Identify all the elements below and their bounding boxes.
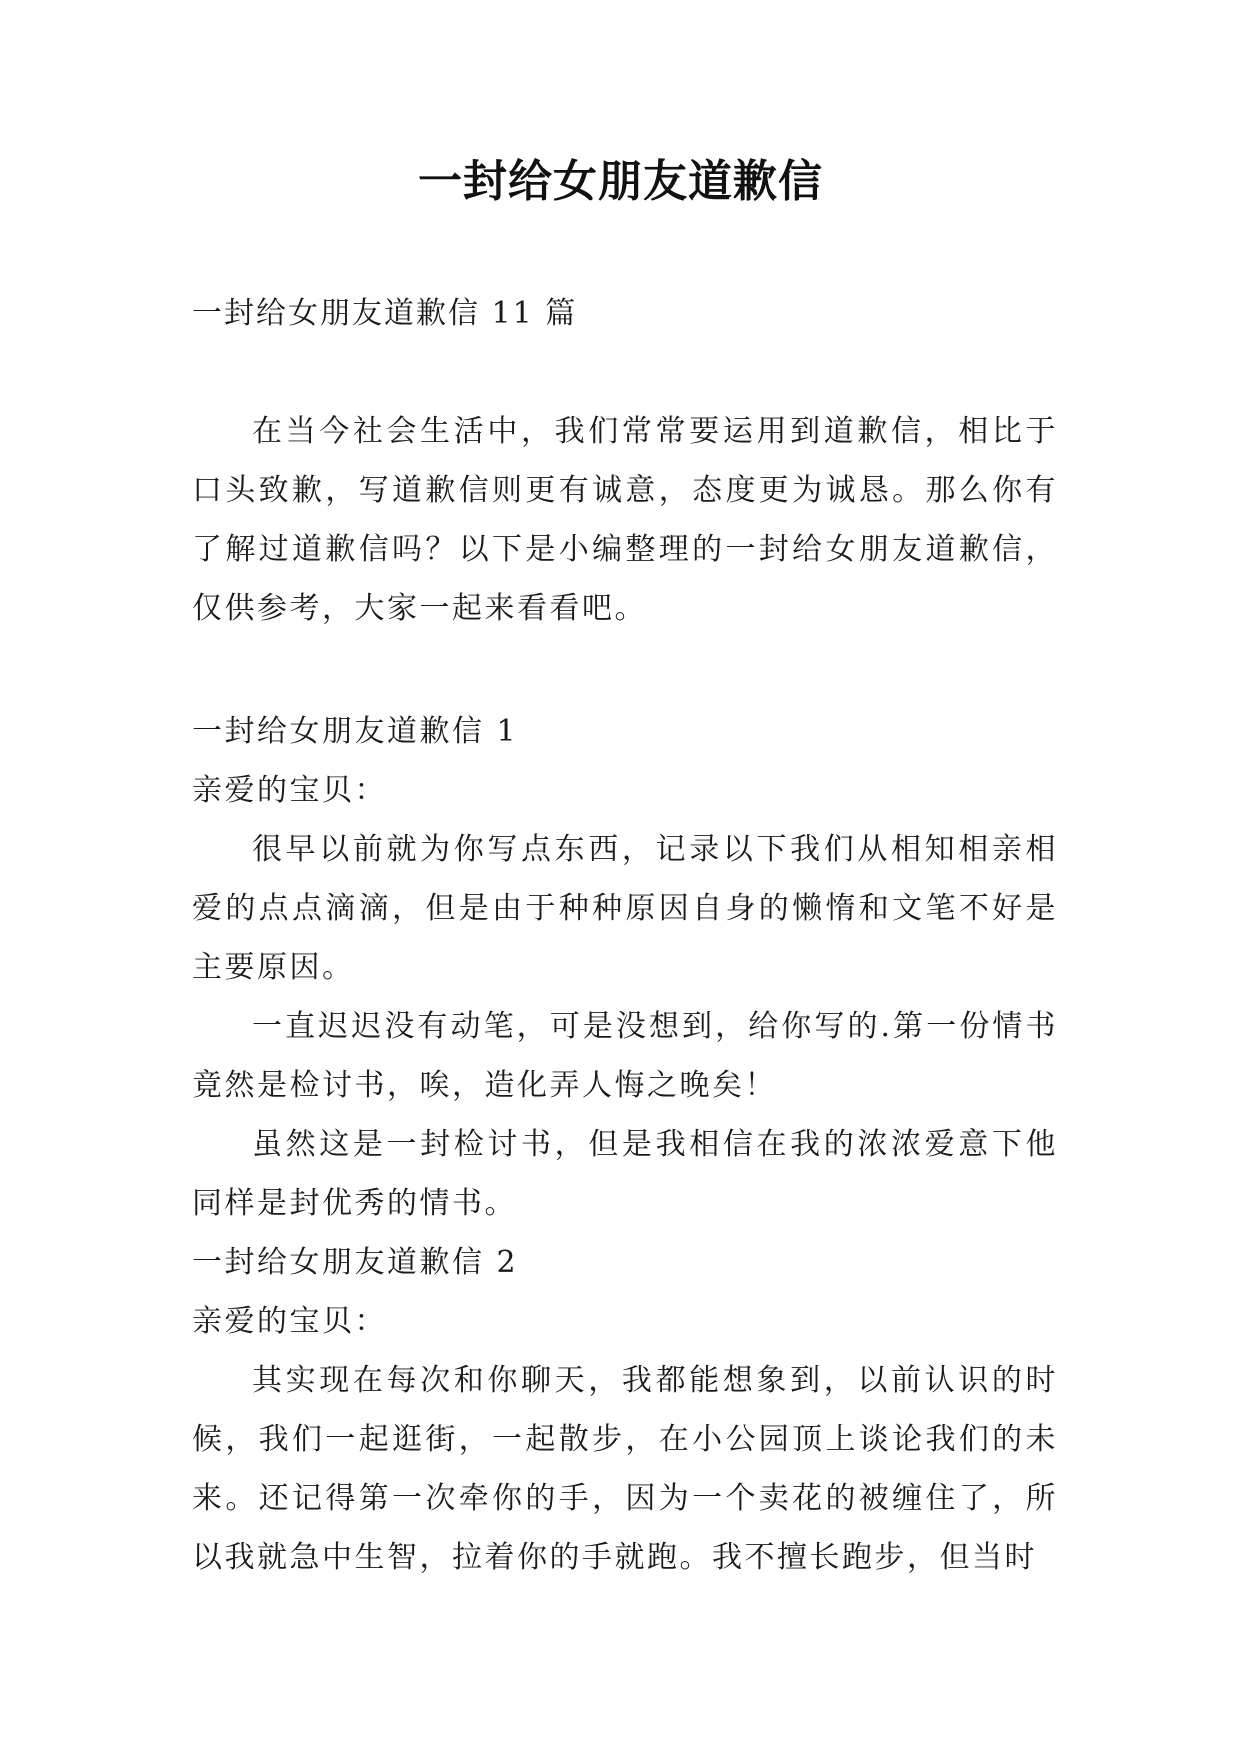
letter2-salutation: 亲爱的宝贝： bbox=[192, 1304, 387, 1339]
letter1-paragraph-2: 一直迟迟没有动笔，可是没想到，给你写的.第一份情书竟然是检讨书，唉，造化弄人悔之晚矣！ bbox=[192, 1009, 1058, 1103]
letter1-paragraph-3: 虽然这是一封检讨书，但是我相信在我的浓浓爱意下他同样是封优秀的情书。 bbox=[192, 1127, 1058, 1221]
letter1-salutation: 亲爱的宝贝： bbox=[192, 773, 387, 808]
document-title: 一封给女朋友道歉信 bbox=[418, 156, 823, 207]
letter2-paragraph-1: 其实现在每次和你聊天，我都能想象到，以前认识的时候，我们一起逛街，一起散步，在小公园顶上谈论我们的未来。还记得第一次牵你的手，因为一个卖花的被缠住了，所以我就急中生智，拉着你的手就跑。我不擅长跑步，但当时 bbox=[192, 1363, 1058, 1575]
intro-paragraph: 在当今社会生活中，我们常常要运用到道歉信，相比于口头致歉，写道歉信则更有诚意，态度更为诚恳。那么你有了解过道歉信吗？以下是小编整理的一封给女朋友道歉信，仅供参考，大家一起来看看吧。 bbox=[192, 414, 1058, 626]
intro-section bbox=[192, 402, 1058, 638]
letter1-heading: 一封给女朋友道歉信 1 bbox=[192, 714, 519, 749]
letter1-paragraph-1: 很早以前就为你写点东西，记录以下我们从相知相亲相爱的点点滴滴，但是由于种种原因自身的懒惰和文笔不好是主要原因。 bbox=[192, 832, 1058, 985]
letters-section bbox=[192, 702, 1058, 1587]
document-subtitle: 一封给女朋友道歉信 11 篇 bbox=[192, 296, 578, 331]
letter2-heading: 一封给女朋友道歉信 2 bbox=[192, 1245, 519, 1280]
